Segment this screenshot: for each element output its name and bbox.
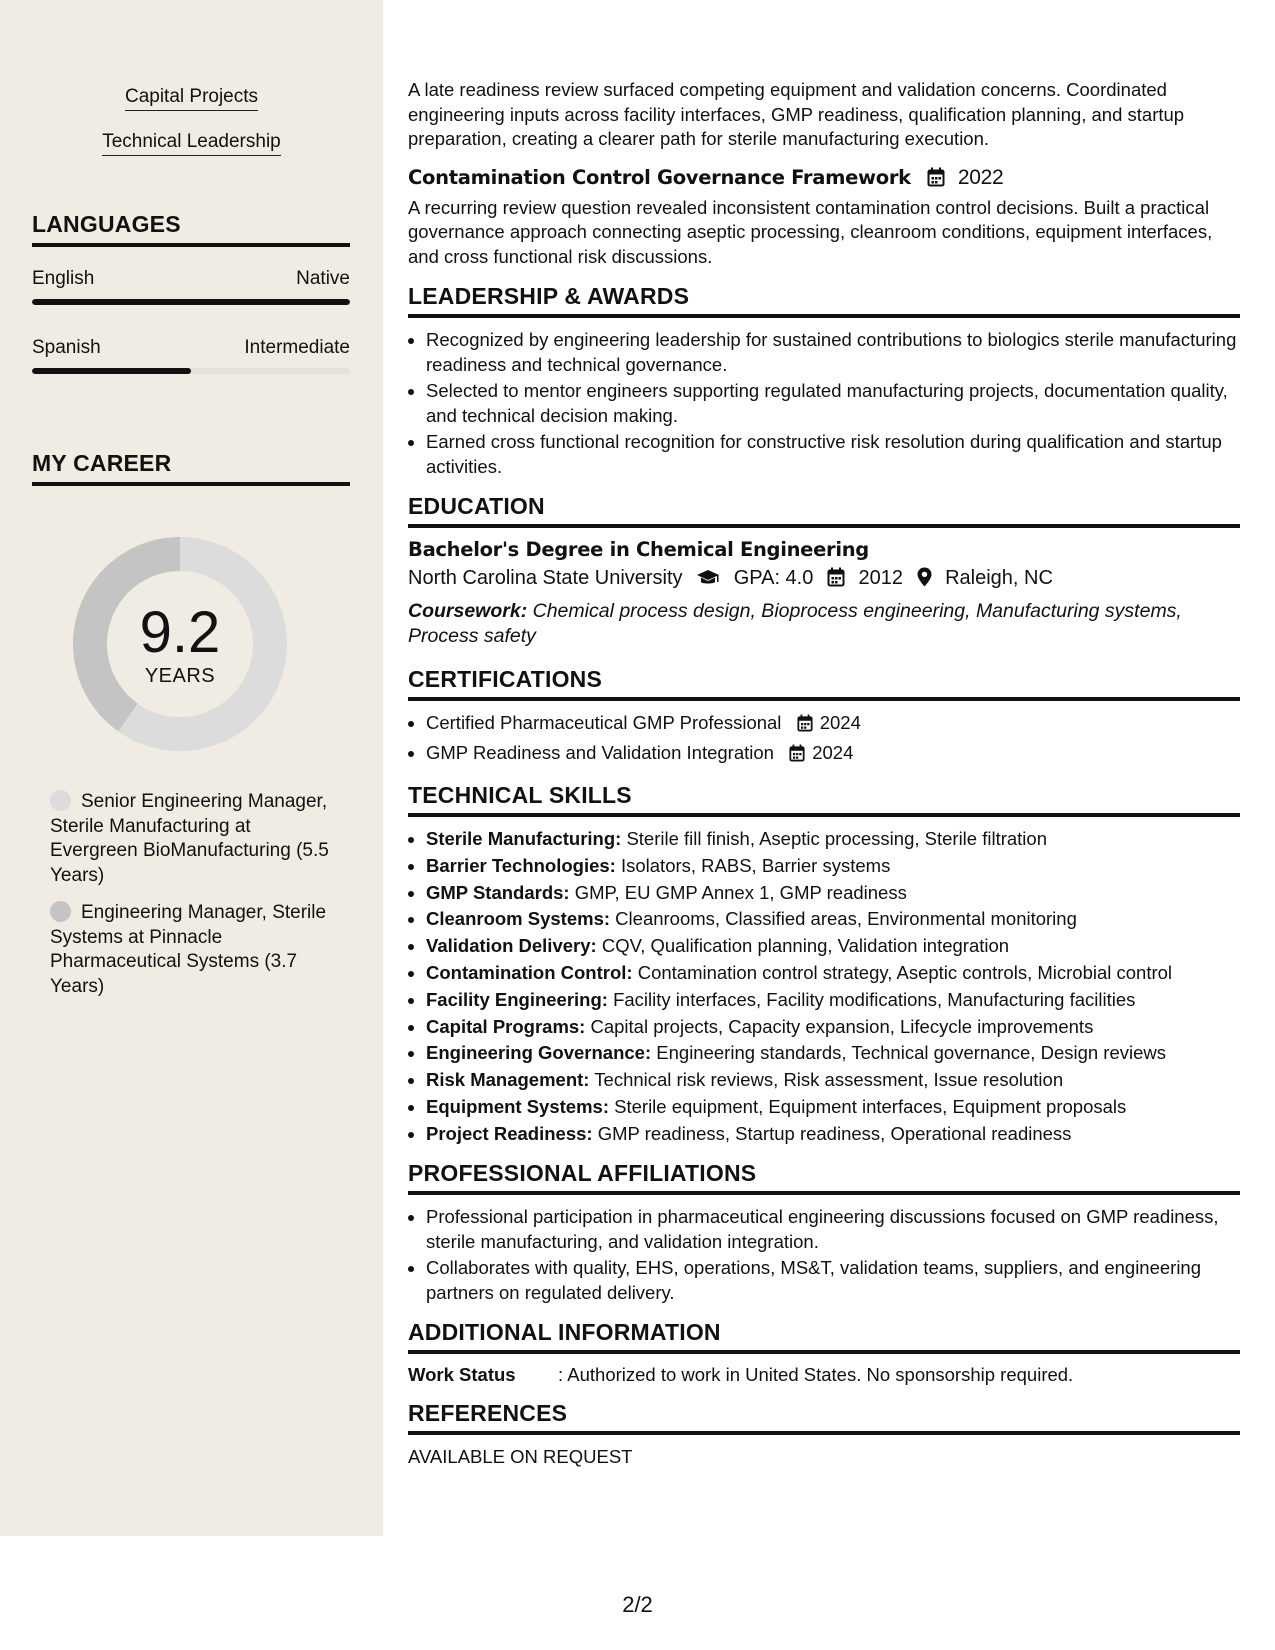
school-name: North Carolina State University bbox=[408, 567, 683, 589]
project-description: A recurring review question revealed inconsistent contamination control decisions. Built a practical governance approach connecting aseptic processing, cleanroom conditions, equipment interfaces, and cross functional risk discussions. bbox=[408, 196, 1213, 267]
skills-list bbox=[408, 827, 1240, 1146]
work-status-row bbox=[408, 1364, 1240, 1386]
career-dot-icon bbox=[50, 901, 71, 922]
list-item bbox=[426, 907, 1240, 932]
list-item bbox=[426, 934, 1240, 959]
education-details bbox=[408, 567, 1240, 593]
skill-label: Validation Delivery: bbox=[426, 935, 597, 957]
skill-value: GMP readiness, Startup readiness, Operational readiness bbox=[592, 1122, 1072, 1144]
skill-label: Risk Management: bbox=[426, 1069, 590, 1091]
leadership-list bbox=[408, 328, 1240, 479]
list-item: • Recognized by engineering leadership for sustained contributions to biologics sterile manufacturing readiness and technical governance. bbox=[426, 328, 1240, 377]
section-title-affiliations: PROFESSIONAL AFFILIATIONS bbox=[408, 1160, 1240, 1195]
page-number: 2/2 bbox=[622, 1592, 653, 1617]
list-item: • Selected to mentor engineers supporting regulated manufacturing projects, documentation quality, and technical decision making. bbox=[426, 379, 1240, 428]
project-title-row bbox=[408, 166, 1240, 192]
graduation-year: 2012 bbox=[858, 567, 903, 589]
coursework-label: Coursework: bbox=[408, 600, 528, 622]
main-content bbox=[408, 78, 1240, 1470]
skill-label: Project Readiness: bbox=[426, 1122, 593, 1144]
language-bar-fill bbox=[32, 368, 191, 374]
skill-value: Engineering standards, Technical governance, Design reviews bbox=[651, 1042, 1167, 1064]
career-years-unit: YEARS bbox=[144, 665, 216, 687]
languages-title: LANGUAGES bbox=[32, 211, 350, 247]
language-row bbox=[32, 337, 350, 359]
skill-label: Barrier Technologies: bbox=[426, 854, 616, 876]
references-value: AVAILABLE ON REQUEST bbox=[408, 1446, 633, 1468]
skill-value: Facility interfaces, Facility modifications, Manufacturing facilities bbox=[607, 988, 1136, 1010]
certification-name: Certified Pharmaceutical GMP Professional bbox=[426, 712, 782, 733]
certification-name: GMP Readiness and Validation Integration bbox=[426, 741, 774, 763]
section-title-technical-skills: TECHNICAL SKILLS bbox=[408, 782, 1240, 817]
language-bar-fill bbox=[32, 299, 350, 305]
skill-label: Equipment Systems: bbox=[426, 1095, 609, 1117]
list-item bbox=[426, 1015, 1240, 1040]
project-description: A late readiness review surfaced competing equipment and validation concerns. Coordinated engineering inputs across facility interfaces, GMP readiness, qualification planning, and startup preparation, creating a clearer path for sterile manufacturing execution. bbox=[408, 79, 1185, 149]
calendar-icon bbox=[927, 167, 945, 192]
list-item bbox=[426, 1041, 1240, 1066]
list-item: • Collaborates with quality, EHS, operations, MS&T, validation teams, suppliers, and engineering partners on regulated delivery. bbox=[426, 1256, 1240, 1305]
calendar-icon bbox=[827, 567, 845, 593]
calendar-icon bbox=[797, 714, 813, 739]
certification-year: 2024 bbox=[819, 712, 861, 733]
language-name: Spanish bbox=[32, 337, 101, 358]
tag-capital-projects: Capital Projects bbox=[0, 86, 383, 111]
skill-value: Cleanrooms, Classified areas, Environmental monitoring bbox=[610, 908, 1077, 930]
certification-year: 2024 bbox=[812, 741, 854, 763]
coursework-list: Chemical process design, Bioprocess engineering, Manufacturing systems, Process safety bbox=[408, 600, 1182, 647]
language-name: English bbox=[32, 268, 95, 289]
gpa: GPA: 4.0 bbox=[733, 567, 814, 589]
language-level: Intermediate bbox=[244, 337, 350, 358]
work-status-label: Work Status bbox=[408, 1364, 516, 1386]
career-item-text: Engineering Manager, Sterile Systems at Pinnacle Pharmaceutical Systems (3.7 Years) bbox=[50, 902, 327, 997]
skill-label: Contamination Control: bbox=[426, 961, 633, 983]
skill-value: CQV, Qualification planning, Validation integration bbox=[596, 935, 1010, 957]
list-item bbox=[426, 988, 1240, 1013]
skill-label: Engineering Governance: bbox=[426, 1042, 652, 1064]
skill-value: Contamination control strategy, Aseptic controls, Microbial control bbox=[632, 961, 1173, 983]
skill-value: Sterile fill finish, Aseptic processing, Sterile filtration bbox=[621, 828, 1047, 849]
language-row bbox=[32, 268, 350, 290]
career-item bbox=[50, 901, 330, 999]
list-item: • Professional participation in pharmaceutical engineering discussions focused on GMP readiness, sterile manufacturing, and validation integration. bbox=[426, 1205, 1240, 1254]
skill-value: Technical risk reviews, Risk assessment, Issue resolution bbox=[589, 1069, 1064, 1091]
list-item bbox=[426, 741, 1240, 769]
language-bar bbox=[32, 368, 350, 374]
project-year: 2022 bbox=[957, 165, 1004, 189]
career-years-value: 9.2 bbox=[139, 600, 221, 665]
skill-label: Facility Engineering: bbox=[426, 988, 608, 1010]
work-status-value: : Authorized to work in United States. No sponsorship required. bbox=[558, 1364, 1074, 1386]
section-title-references: REFERENCES bbox=[408, 1400, 1240, 1435]
degree-title: Bachelor's Degree in Chemical Engineering bbox=[408, 538, 869, 561]
skill-label: Cleanroom Systems: bbox=[426, 908, 611, 930]
skill-value: Isolators, RABS, Barrier systems bbox=[615, 854, 891, 876]
project-title: Contamination Control Governance Framework bbox=[408, 165, 911, 189]
skill-label: Capital Programs: bbox=[426, 1015, 586, 1037]
skill-label: Sterile Manufacturing: bbox=[426, 828, 622, 849]
list-item bbox=[426, 1095, 1240, 1120]
section-title-additional-information: ADDITIONAL INFORMATION bbox=[408, 1319, 1240, 1354]
section-title-leadership: LEADERSHIP & AWARDS bbox=[408, 283, 1240, 318]
sidebar bbox=[0, 0, 383, 1536]
list-item bbox=[426, 1068, 1240, 1093]
affiliations-list bbox=[408, 1205, 1240, 1305]
list-item bbox=[426, 1122, 1240, 1147]
location-pin-icon bbox=[917, 567, 932, 593]
list-item bbox=[426, 961, 1240, 986]
career-item bbox=[50, 790, 330, 888]
skill-label: GMP Standards: bbox=[426, 881, 570, 903]
career-item-text: Senior Engineering Manager, Sterile Manufacturing at Evergreen BioManufacturing (5.5 Years) bbox=[50, 791, 329, 886]
graduation-cap-icon bbox=[696, 569, 720, 593]
school-location: Raleigh, NC bbox=[945, 567, 1053, 589]
list-item bbox=[426, 827, 1240, 852]
calendar-icon bbox=[789, 744, 805, 769]
career-title: MY CAREER bbox=[32, 450, 350, 486]
skill-value: GMP, EU GMP Annex 1, GMP readiness bbox=[569, 881, 907, 903]
career-dot-icon bbox=[50, 790, 71, 811]
section-title-education: EDUCATION bbox=[408, 493, 1240, 528]
tag-technical-leadership: Technical Leadership bbox=[0, 131, 383, 156]
list-item bbox=[426, 711, 1240, 739]
list-item: • Earned cross functional recognition for constructive risk resolution during qualification and startup activities. bbox=[426, 430, 1240, 479]
skill-value: Sterile equipment, Equipment interfaces, Equipment proposals bbox=[609, 1095, 1127, 1117]
language-level: Native bbox=[296, 268, 350, 289]
certifications-list bbox=[408, 711, 1240, 768]
skill-value: Capital projects, Capacity expansion, Lifecycle improvements bbox=[585, 1015, 1094, 1037]
list-item bbox=[426, 854, 1240, 879]
language-bar bbox=[32, 299, 350, 305]
career-donut-chart bbox=[64, 528, 296, 760]
list-item bbox=[426, 881, 1240, 906]
coursework bbox=[408, 599, 1240, 648]
section-title-certifications: CERTIFICATIONS bbox=[408, 666, 1240, 701]
